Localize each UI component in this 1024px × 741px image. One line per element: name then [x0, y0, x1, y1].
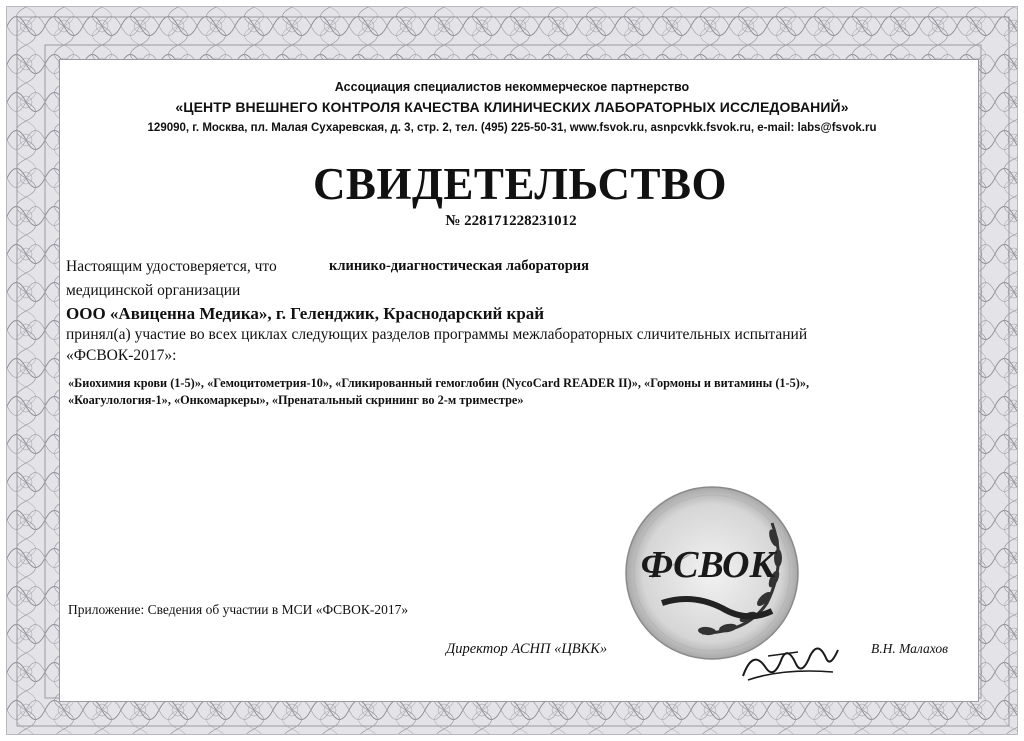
certificate-title: СВИДЕТЕЛЬСТВО [312, 159, 728, 209]
certificate-guilloche-border [6, 6, 1018, 735]
director-signature [738, 628, 848, 688]
header-organization-name: «ЦЕНТР ВНЕШНЕГО КОНТРОЛЯ КАЧЕСТВА КЛИНИЧЕСКИХ ЛАБОРАТОРНЫХ ИССЛЕДОВАНИЙ» [175, 99, 849, 115]
header-address-contacts: 129090, г. Москва, пл. Малая Сухаревская, д. 3, стр. 2, тел. (495) 225-50-31, www.fsvok.ru, asnpcvkk.fsvok.ru, e-mail: labs@fsvok.ru [147, 122, 877, 134]
participation-text: принял(а) участие во всех циклах следующих разделов программы межлабораторных сличительных испытаний [66, 326, 808, 343]
seal-text: ФСВОК [640, 544, 776, 586]
certify-text: Настоящим удостоверяется, что [66, 258, 277, 275]
director-name: В.Н. Малахов [871, 641, 948, 656]
organization-name: ООО «Авиценна Медика», г. Геленджик, Краснодарский край [66, 304, 545, 323]
program-name: «ФСВОК-2017»: [66, 347, 177, 364]
program-sections [68, 375, 948, 409]
appendix-note: Приложение: Сведения об участии в МСИ «ФСВОК-2017» [68, 602, 409, 617]
signature-graphic [738, 628, 848, 688]
header-association: Ассоциация специалистов некоммерческое партнерство [334, 80, 690, 94]
laboratory-type: клинико-диагностическая лаборатория [329, 258, 589, 274]
sections-line-2: «Коагулология-1», «Онкомаркеры», «Пренатальный скрининг во 2-м триместре» [68, 393, 524, 407]
sections-line-1: «Биохимия крови (1-5)», «Гемоцитометрия-10», «Гликированный гемоглобин (NycoCard READER II)», «Гормоны и витамины (1-5)», [68, 376, 810, 390]
organization-label: медицинской организации [66, 282, 241, 299]
certificate-number: № 228171228231012 [445, 213, 577, 229]
director-title: Директор АСНП «ЦВКК» [446, 641, 608, 657]
